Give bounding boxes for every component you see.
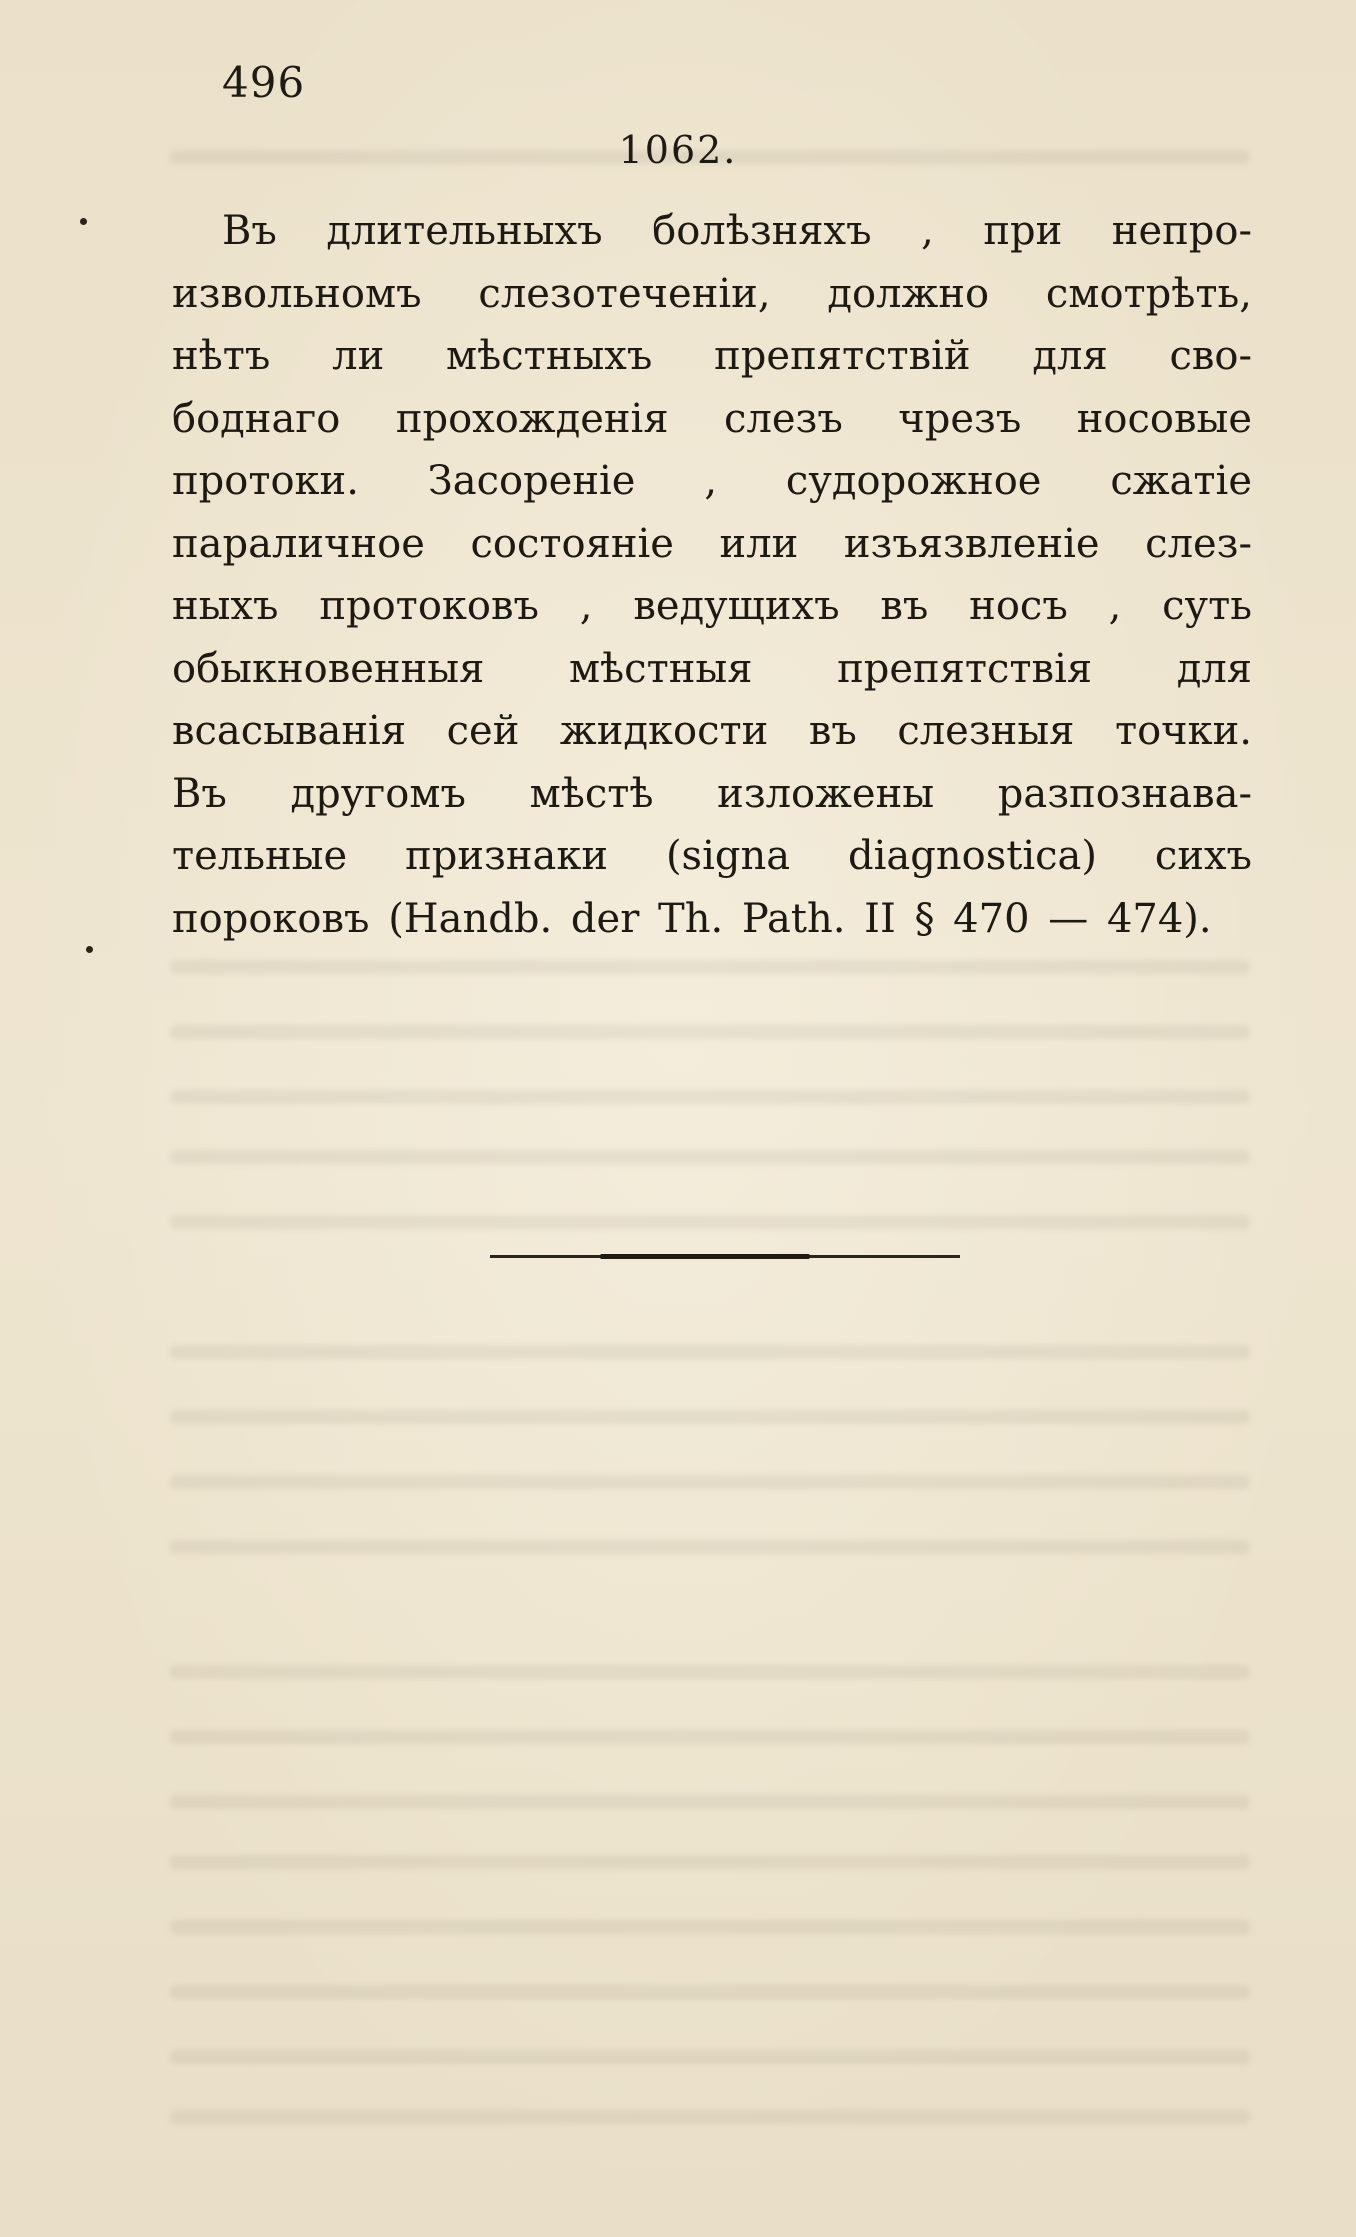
bleed-through-line — [170, 1665, 1250, 1679]
margin-dot-mark — [86, 946, 93, 953]
page-number: 496 — [222, 58, 306, 107]
text-line: параличное состояніе или изъязвленіе слез- — [172, 520, 1252, 567]
bleed-through-line — [170, 1345, 1250, 1359]
bleed-through-line — [170, 1090, 1250, 1104]
text-line: тельные признаки (signa diagnostica) сихъ — [172, 833, 1252, 879]
bleed-through-line — [170, 1920, 1250, 1934]
bleed-through-line — [170, 1410, 1250, 1424]
text-line: боднаго прохожденія слезъ чрезъ носовые — [172, 395, 1252, 442]
bleed-through-line — [170, 1985, 1250, 1999]
text-line: Въ другомъ мѣстѣ изложены разпознава- — [172, 770, 1252, 817]
text-line: Въ длительныхъ болѣзняхъ , при непро- — [222, 208, 1252, 254]
text-line: всасыванія сей жидкости въ слезныя точки. — [172, 708, 1252, 754]
text-line: нѣтъ ли мѣстныхъ препятствій для сво- — [172, 333, 1252, 379]
bleed-through-line — [170, 2050, 1250, 2064]
bleed-through-line — [170, 1475, 1250, 1489]
section-divider-rule-center — [600, 1254, 810, 1259]
bleed-through-line — [170, 1025, 1250, 1039]
bleed-through-line — [170, 1215, 1250, 1229]
text-line: ныхъ протоковъ , ведущихъ въ носъ , суть — [172, 583, 1252, 629]
text-line: пороковъ (Handb. der Th. Path. II § 470 — 474). — [172, 895, 1212, 942]
section-number: 1062. — [618, 128, 738, 172]
bleed-through-line — [170, 1150, 1250, 1164]
bleed-through-line — [170, 2110, 1250, 2124]
bleed-through-line — [170, 960, 1250, 974]
text-line: извольномъ слезотеченіи, должно смотрѣть, — [172, 270, 1252, 317]
text-line: обыкновенныя мѣстныя препятствія для — [172, 645, 1252, 692]
bleed-through-line — [170, 1795, 1250, 1809]
bleed-through-line — [170, 1540, 1250, 1554]
margin-dot-mark — [80, 218, 87, 225]
bleed-through-line — [170, 1730, 1250, 1744]
text-line: протоки. Засореніе , судорожное сжатіе — [172, 458, 1252, 504]
paragraph — [172, 200, 1252, 950]
bleed-through-line — [170, 1855, 1250, 1869]
